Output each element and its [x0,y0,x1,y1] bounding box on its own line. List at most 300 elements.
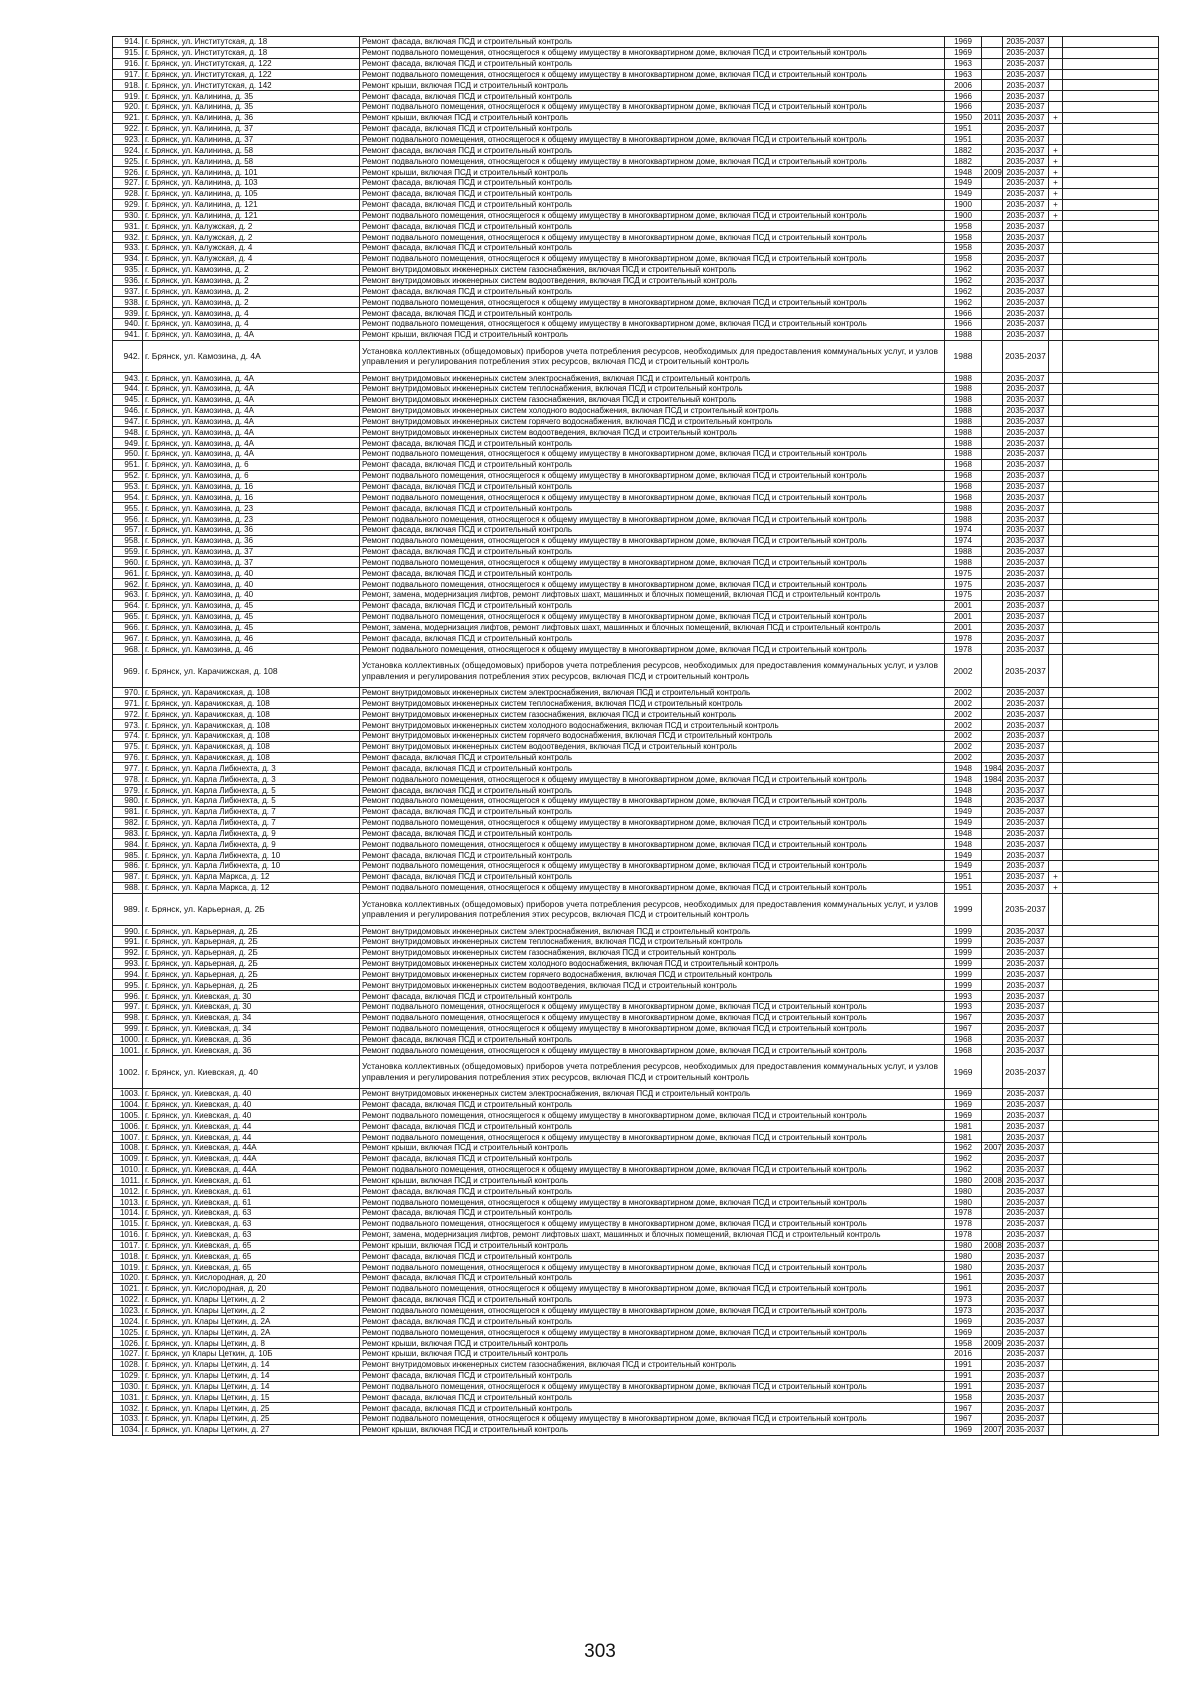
blank-cell [1063,188,1159,199]
address: г. Брянск, ул. Карьерная, д. 2Б [143,980,360,991]
build-year: 1961 [945,1273,982,1284]
work-type: Ремонт внутридомовых инженерных систем электроснабжения, включая ПСД и строительный контроль [360,373,945,384]
build-year: 1988 [945,416,982,427]
flag-mark [1049,264,1063,275]
last-repair-year [982,893,1003,926]
work-type: Установка коллективных (общедомовых) приборов учета потребления ресурсов, необходимых для предоставления коммунальных услуг, и узлов управления и регулирования потребления этих ресурсов, включая ПСД и строительный контроль [360,1056,945,1089]
table-row [113,1034,1159,1045]
work-type: Ремонт фасада, включая ПСД и строительный контроль [360,1294,945,1305]
table-row [113,69,1159,80]
work-type: Ремонт фасада, включая ПСД и строительный контроль [360,188,945,199]
table-row [113,80,1159,91]
address: г. Брянск, ул. Киевская, д. 40 [143,1088,360,1099]
build-year: 1948 [945,796,982,807]
address: г. Брянск, ул. Камозина, д. 40 [143,579,360,590]
planned-period: 2035-2037 [1003,405,1049,416]
address: г. Брянск, ул. Киевская, д. 61 [143,1175,360,1186]
build-year: 1974 [945,524,982,535]
last-repair-year: 2011 [982,112,1003,123]
work-type: Ремонт фасада, включая ПСД и строительный контроль [360,1370,945,1381]
blank-cell [1063,177,1159,188]
last-repair-year [982,622,1003,633]
work-type: Ремонт внутридомовых инженерных систем холодного водоснабжения, включая ПСД и строительный контроль [360,405,945,416]
planned-period: 2035-2037 [1003,438,1049,449]
blank-cell [1063,1392,1159,1403]
address: г. Брянск, ул. Клары Цеткин, д. 8 [143,1338,360,1349]
flag-mark [1049,1251,1063,1262]
table-row [113,861,1159,872]
planned-period: 2035-2037 [1003,69,1049,80]
blank-cell [1063,167,1159,178]
build-year: 1951 [945,882,982,893]
blank-cell [1063,882,1159,893]
address: г. Брянск, ул. Камозина, д. 4 [143,318,360,329]
address: г. Брянск, ул. Калинина, д. 37 [143,123,360,134]
table-row [113,600,1159,611]
last-repair-year [982,882,1003,893]
flag-mark [1049,80,1063,91]
row-number: 943. [113,373,143,384]
blank-cell [1063,134,1159,145]
address: г. Брянск, ул. Киевская, д. 63 [143,1208,360,1219]
planned-period: 2035-2037 [1003,264,1049,275]
planned-period: 2035-2037 [1003,286,1049,297]
row-number: 963. [113,590,143,601]
build-year: 2002 [945,709,982,720]
build-year: 1969 [945,1099,982,1110]
blank-cell [1063,806,1159,817]
build-year: 1949 [945,806,982,817]
row-number: 989. [113,893,143,926]
blank-cell [1063,1273,1159,1284]
last-repair-year [982,308,1003,319]
work-type: Ремонт внутридомовых инженерных систем водоотведения, включая ПСД и строительный контроль [360,741,945,752]
row-number: 982. [113,817,143,828]
work-type: Ремонт подвального помещения, относящегося к общему имуществу в многоквартирном доме, включая ПСД и строительный контроль [360,253,945,264]
address: г. Брянск, ул. Киевская, д. 65 [143,1262,360,1273]
flag-mark [1049,796,1063,807]
last-repair-year [982,579,1003,590]
address: г. Брянск, ул. Клары Цеткин, д. 2 [143,1294,360,1305]
blank-cell [1063,1056,1159,1089]
build-year: 1988 [945,373,982,384]
last-repair-year [982,1034,1003,1045]
blank-cell [1063,145,1159,156]
planned-period: 2035-2037 [1003,1218,1049,1229]
planned-period: 2035-2037 [1003,1186,1049,1197]
blank-cell [1063,926,1159,937]
address: г. Брянск, ул. Камозина, д. 37 [143,546,360,557]
address: г. Брянск, ул. Карачижская, д. 108 [143,698,360,709]
last-repair-year [982,1348,1003,1359]
build-year: 1966 [945,318,982,329]
table-row [113,557,1159,568]
blank-cell [1063,1414,1159,1425]
planned-period: 2035-2037 [1003,1229,1049,1240]
work-type: Ремонт фасада, включая ПСД и строительный контроль [360,123,945,134]
planned-period: 2035-2037 [1003,622,1049,633]
work-type: Ремонт подвального помещения, относящегося к общему имуществу в многоквартирном доме, включая ПСД и строительный контроль [360,1012,945,1023]
flag-mark [1049,969,1063,980]
work-type: Ремонт фасада, включая ПСД и строительный контроль [360,91,945,102]
work-type: Ремонт фасада, включая ПСД и строительный контроль [360,438,945,449]
work-type: Ремонт фасада, включая ПСД и строительный контроль [360,1208,945,1219]
address: г. Брянск, ул. Камозина, д. 4А [143,329,360,340]
flag-mark [1049,1099,1063,1110]
flag-mark [1049,1142,1063,1153]
planned-period: 2035-2037 [1003,741,1049,752]
flag-mark [1049,1273,1063,1284]
address: г. Брянск, ул. Карьерная, д. 2Б [143,969,360,980]
planned-period: 2035-2037 [1003,1132,1049,1143]
table-row [113,123,1159,134]
flag-mark [1049,1002,1063,1013]
planned-period: 2035-2037 [1003,763,1049,774]
planned-period: 2035-2037 [1003,1262,1049,1273]
last-repair-year [982,839,1003,850]
address: г. Брянск, ул. Институтская, д. 142 [143,80,360,91]
row-number: 1016. [113,1229,143,1240]
address: г. Брянск, ул. Камозина, д. 4А [143,394,360,405]
build-year: 1988 [945,449,982,460]
row-number: 977. [113,763,143,774]
last-repair-year [982,1414,1003,1425]
last-repair-year [982,383,1003,394]
row-number: 926. [113,167,143,178]
row-number: 997. [113,1002,143,1013]
blank-cell [1063,763,1159,774]
address: г. Брянск, ул. Клары Цеткин, д. 27 [143,1424,360,1435]
row-number: 952. [113,470,143,481]
blank-cell [1063,947,1159,958]
build-year: 1999 [945,969,982,980]
planned-period: 2035-2037 [1003,1359,1049,1370]
flag-mark [1049,1294,1063,1305]
row-number: 939. [113,308,143,319]
row-number: 938. [113,297,143,308]
row-number: 1003. [113,1088,143,1099]
blank-cell [1063,503,1159,514]
work-type: Ремонт внутридомовых инженерных систем электроснабжения, включая ПСД и строительный контроль [360,926,945,937]
address: г. Брянск, ул. Киевская, д. 44 [143,1121,360,1132]
build-year: 1988 [945,438,982,449]
row-number: 958. [113,535,143,546]
build-year: 1988 [945,503,982,514]
address: г. Брянск, ул. Институтская, д. 122 [143,58,360,69]
flag-mark [1049,221,1063,232]
build-year: 1981 [945,1132,982,1143]
planned-period: 2035-2037 [1003,275,1049,286]
address: г. Брянск, ул. Камозина, д. 45 [143,600,360,611]
address: г. Брянск, ул. Киевская, д. 30 [143,1002,360,1013]
blank-cell [1063,102,1159,113]
build-year: 1975 [945,590,982,601]
planned-period: 2035-2037 [1003,579,1049,590]
planned-period: 2035-2037 [1003,1012,1049,1023]
last-repair-year: 2007 [982,1142,1003,1153]
last-repair-year [982,785,1003,796]
flag-mark [1049,492,1063,503]
blank-cell [1063,785,1159,796]
blank-cell [1063,1240,1159,1251]
build-year: 1967 [945,1414,982,1425]
work-type: Ремонт фасада, включая ПСД и строительный контроль [360,199,945,210]
flag-mark [1049,785,1063,796]
last-repair-year [982,275,1003,286]
flag-mark: + [1049,199,1063,210]
flag-mark [1049,1424,1063,1435]
row-number: 995. [113,980,143,991]
flag-mark [1049,1283,1063,1294]
planned-period: 2035-2037 [1003,221,1049,232]
address: г. Брянск, ул. Киевская, д. 36 [143,1034,360,1045]
blank-cell [1063,438,1159,449]
address: г. Брянск, ул. Карла Либкнехта, д. 10 [143,861,360,872]
blank-cell [1063,568,1159,579]
work-type: Ремонт крыши, включая ПСД и строительный контроль [360,1142,945,1153]
blank-cell [1063,730,1159,741]
table-row [113,1316,1159,1327]
build-year: 1969 [945,47,982,58]
planned-period: 2035-2037 [1003,1175,1049,1186]
row-number: 976. [113,752,143,763]
last-repair-year [982,69,1003,80]
flag-mark [1049,373,1063,384]
address: г. Брянск, ул. Карачижская, д. 108 [143,752,360,763]
flag-mark [1049,503,1063,514]
work-type: Ремонт подвального помещения, относящегося к общему имуществу в многоквартирном доме, включая ПСД и строительный контроль [360,449,945,460]
row-number: 971. [113,698,143,709]
planned-period: 2035-2037 [1003,470,1049,481]
address: г. Брянск, ул. Камозина, д. 4 [143,308,360,319]
build-year: 1948 [945,167,982,178]
blank-cell [1063,1403,1159,1414]
planned-period: 2035-2037 [1003,720,1049,731]
address: г. Брянск, ул. Камозина, д. 4А [143,405,360,416]
row-number: 928. [113,188,143,199]
flag-mark [1049,470,1063,481]
flag-mark [1049,329,1063,340]
build-year: 1988 [945,514,982,525]
row-number: 1012. [113,1186,143,1197]
address: г. Брянск, ул. Клары Цеткин, д. 14 [143,1381,360,1392]
blank-cell [1063,611,1159,622]
last-repair-year [982,459,1003,470]
row-number: 1031. [113,1392,143,1403]
blank-cell [1063,633,1159,644]
blank-cell [1063,1229,1159,1240]
table-row [113,1142,1159,1153]
planned-period: 2035-2037 [1003,449,1049,460]
planned-period: 2035-2037 [1003,1370,1049,1381]
work-type: Ремонт подвального помещения, относящегося к общему имуществу в многоквартирном доме, включая ПСД и строительный контроль [360,232,945,243]
build-year: 1961 [945,1283,982,1294]
planned-period: 2035-2037 [1003,785,1049,796]
work-type: Ремонт подвального помещения, относящегося к общему имуществу в многоквартирном доме, включая ПСД и строительный контроль [360,817,945,828]
blank-cell [1063,69,1159,80]
last-repair-year [982,1218,1003,1229]
planned-period: 2035-2037 [1003,1251,1049,1262]
work-type: Ремонт подвального помещения, относящегося к общему имуществу в многоквартирном доме, включая ПСД и строительный контроль [360,134,945,145]
blank-cell [1063,221,1159,232]
build-year: 1962 [945,297,982,308]
address: г. Брянск, ул. Карла Либкнехта, д. 3 [143,763,360,774]
build-year: 1969 [945,1316,982,1327]
address: г. Брянск, ул. Клары Цеткин, д. 15 [143,1392,360,1403]
row-number: 1026. [113,1338,143,1349]
table-row [113,416,1159,427]
address: г. Брянск, ул. Киевская, д. 30 [143,991,360,1002]
last-repair-year [982,264,1003,275]
blank-cell [1063,243,1159,254]
address: г. Брянск, ул. Камозина, д. 4А [143,438,360,449]
flag-mark [1049,459,1063,470]
work-type: Ремонт подвального помещения, относящегося к общему имуществу в многоквартирном доме, включая ПСД и строительный контроль [360,1305,945,1316]
work-type: Ремонт крыши, включая ПСД и строительный контроль [360,1240,945,1251]
flag-mark [1049,69,1063,80]
table-row [113,275,1159,286]
work-type: Ремонт внутридомовых инженерных систем водоотведения, включая ПСД и строительный контроль [360,427,945,438]
flag-mark [1049,1338,1063,1349]
table-row [113,817,1159,828]
blank-cell [1063,1023,1159,1034]
build-year: 1951 [945,871,982,882]
blank-cell [1063,579,1159,590]
address: г. Брянск, ул. Калинина, д. 105 [143,188,360,199]
address: г. Брянск, ул. Институтская, д. 122 [143,69,360,80]
flag-mark [1049,1088,1063,1099]
row-number: 945. [113,394,143,405]
address: г. Брянск, ул. Камозина, д. 16 [143,492,360,503]
work-type: Ремонт подвального помещения, относящегося к общему имуществу в многоквартирном доме, включая ПСД и строительный контроль [360,644,945,655]
last-repair-year [982,329,1003,340]
work-type: Ремонт подвального помещения, относящегося к общему имуществу в многоквартирном доме, включая ПСД и строительный контроль [360,557,945,568]
register-sheet [112,36,1158,1436]
table-row [113,655,1159,688]
work-type: Ремонт фасада, включая ПСД и строительный контроль [360,481,945,492]
last-repair-year [982,1045,1003,1056]
blank-cell [1063,958,1159,969]
flag-mark [1049,427,1063,438]
work-type: Ремонт подвального помещения, относящегося к общему имуществу в многоквартирном доме, включая ПСД и строительный контроль [360,1414,945,1425]
flag-mark [1049,958,1063,969]
address: г. Брянск, ул. Калинина, д. 35 [143,102,360,113]
address: г. Брянск, ул. Калужская, д. 4 [143,253,360,264]
row-number: 935. [113,264,143,275]
flag-mark [1049,102,1063,113]
flag-mark [1049,1348,1063,1359]
build-year: 1900 [945,199,982,210]
table-row [113,514,1159,525]
blank-cell [1063,709,1159,720]
build-year: 1951 [945,123,982,134]
build-year: 1963 [945,58,982,69]
work-type: Ремонт, замена, модернизация лифтов, ремонт лифтовых шахт, машинных и блочных помещений, включая ПСД и строительный контроль [360,590,945,601]
row-number: 922. [113,123,143,134]
last-repair-year [982,1164,1003,1175]
build-year: 1969 [945,1327,982,1338]
flag-mark [1049,1023,1063,1034]
blank-cell [1063,427,1159,438]
table-row [113,828,1159,839]
flag-mark [1049,806,1063,817]
address: г. Брянск, ул. Камозина, д. 45 [143,611,360,622]
address: г. Брянск, ул. Киевская, д. 63 [143,1218,360,1229]
table-row [113,1414,1159,1425]
row-number: 931. [113,221,143,232]
row-number: 1008. [113,1142,143,1153]
planned-period: 2035-2037 [1003,503,1049,514]
work-type: Ремонт фасада, включая ПСД и строительный контроль [360,286,945,297]
last-repair-year [982,1197,1003,1208]
blank-cell [1063,373,1159,384]
last-repair-year [982,37,1003,48]
last-repair-year [982,416,1003,427]
blank-cell [1063,1153,1159,1164]
planned-period: 2035-2037 [1003,210,1049,221]
planned-period: 2035-2037 [1003,535,1049,546]
address: г. Брянск, ул. Институтская, д. 18 [143,37,360,48]
address: г. Брянск, ул. Калинина, д. 58 [143,145,360,156]
address: г. Брянск, ул. Камозина, д. 2 [143,264,360,275]
row-number: 954. [113,492,143,503]
work-type: Ремонт подвального помещения, относящегося к общему имуществу в многоквартирном доме, включая ПСД и строительный контроль [360,1218,945,1229]
planned-period: 2035-2037 [1003,91,1049,102]
last-repair-year [982,947,1003,958]
build-year: 1991 [945,1359,982,1370]
address: г. Брянск, ул. Калинина, д. 103 [143,177,360,188]
table-row [113,1153,1159,1164]
planned-period: 2035-2037 [1003,1056,1049,1089]
last-repair-year [982,438,1003,449]
flag-mark [1049,893,1063,926]
planned-period: 2035-2037 [1003,796,1049,807]
build-year: 1966 [945,308,982,319]
blank-cell [1063,1316,1159,1327]
flag-mark [1049,123,1063,134]
planned-period: 2035-2037 [1003,373,1049,384]
build-year: 1948 [945,828,982,839]
row-number: 953. [113,481,143,492]
row-number: 993. [113,958,143,969]
address: г. Брянск, ул. Карачижская, д. 108 [143,741,360,752]
flag-mark [1049,1316,1063,1327]
work-type: Ремонт подвального помещения, относящегося к общему имуществу в многоквартирном доме, включая ПСД и строительный контроль [360,1045,945,1056]
row-number: 1006. [113,1121,143,1132]
work-type: Ремонт фасада, включая ПСД и строительный контроль [360,828,945,839]
build-year: 1958 [945,1392,982,1403]
address: г. Брянск, ул. Камозина, д. 23 [143,503,360,514]
planned-period: 2035-2037 [1003,459,1049,470]
table-row [113,1229,1159,1240]
last-repair-year [982,633,1003,644]
address: г. Брянск, ул. Карла Либкнехта, д. 5 [143,785,360,796]
planned-period: 2035-2037 [1003,1316,1049,1327]
work-type: Ремонт подвального помещения, относящегося к общему имуществу в многоквартирном доме, включая ПСД и строительный контроль [360,514,945,525]
flag-mark: + [1049,167,1063,178]
work-type: Ремонт подвального помещения, относящегося к общему имуществу в многоквартирном доме, включая ПСД и строительный контроль [360,774,945,785]
last-repair-year [982,600,1003,611]
row-number: 968. [113,644,143,655]
flag-mark [1049,1012,1063,1023]
table-row [113,286,1159,297]
planned-period: 2035-2037 [1003,546,1049,557]
table-row [113,1305,1159,1316]
table-row [113,1218,1159,1229]
last-repair-year [982,687,1003,698]
row-number: 1015. [113,1218,143,1229]
address: г. Брянск, ул. Карла Либкнехта, д. 7 [143,817,360,828]
